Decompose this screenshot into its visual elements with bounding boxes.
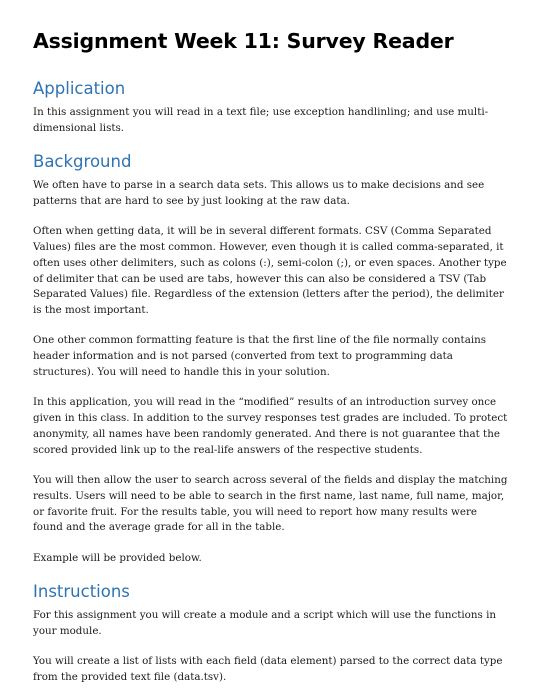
paragraph: In this assignment you will read in a text file; use exception handlinling; and use multi-dimensional lists. bbox=[33, 106, 489, 134]
section-heading-background: Background bbox=[33, 152, 132, 172]
document-title: Assignment Week 11: Survey Reader bbox=[33, 29, 454, 53]
paragraph: You will then allow the user to search across several of the fields and display the matching results. Users will need to be able to search in the first name, last name, full name, major, or favorite fruit. For the results table, you will need to report how many results were found and the average grade for all in the table. bbox=[33, 474, 508, 534]
paragraph: You will create a list of lists with each field (data element) parsed to the correct data type from the provided text file (data.tsv). bbox=[33, 655, 503, 683]
paragraph: In this application, you will read in the “modified” results of an introduction survey once given in this class. In addition to the survey responses test grades are included. To protect anonymity, all names have been randomly generated. And there is not guarantee that the scored provided link up to the real-life answers of the respective students. bbox=[33, 396, 508, 456]
paragraph: For this assignment you will create a module and a script which will use the functions in your module. bbox=[33, 609, 496, 637]
paragraph: Often when getting data, it will be in several different formats. CSV (Comma Separated Values) files are the most common. However, even though it is called comma-separated, it often uses other delimiters, such as colons (:), semi-colon (;), or even spaces. Another type of delimiter that can be used are tabs, however this can also be considered a TSV (Tab Separated Values) file. Regardless of the extension (letters after the period), the delimiter is the most important. bbox=[33, 225, 507, 317]
section-application bbox=[33, 78, 509, 137]
section-heading-application: Application bbox=[33, 79, 126, 98]
section-background bbox=[33, 151, 509, 566]
section-heading-instructions: Instructions bbox=[33, 582, 130, 602]
paragraph: We often have to parse in a search data sets. This allows us to make decisions and see patterns that are hard to see by just looking at the raw data. bbox=[33, 179, 485, 207]
paragraph: One other common formatting feature is that the first line of the file normally contains header information and is not parsed (converted from text to programming data structures). You will need to handle this in your solution. bbox=[33, 334, 487, 379]
section-instructions bbox=[33, 581, 509, 686]
paragraph: Example will be provided below. bbox=[33, 551, 202, 564]
document-page bbox=[33, 28, 509, 700]
